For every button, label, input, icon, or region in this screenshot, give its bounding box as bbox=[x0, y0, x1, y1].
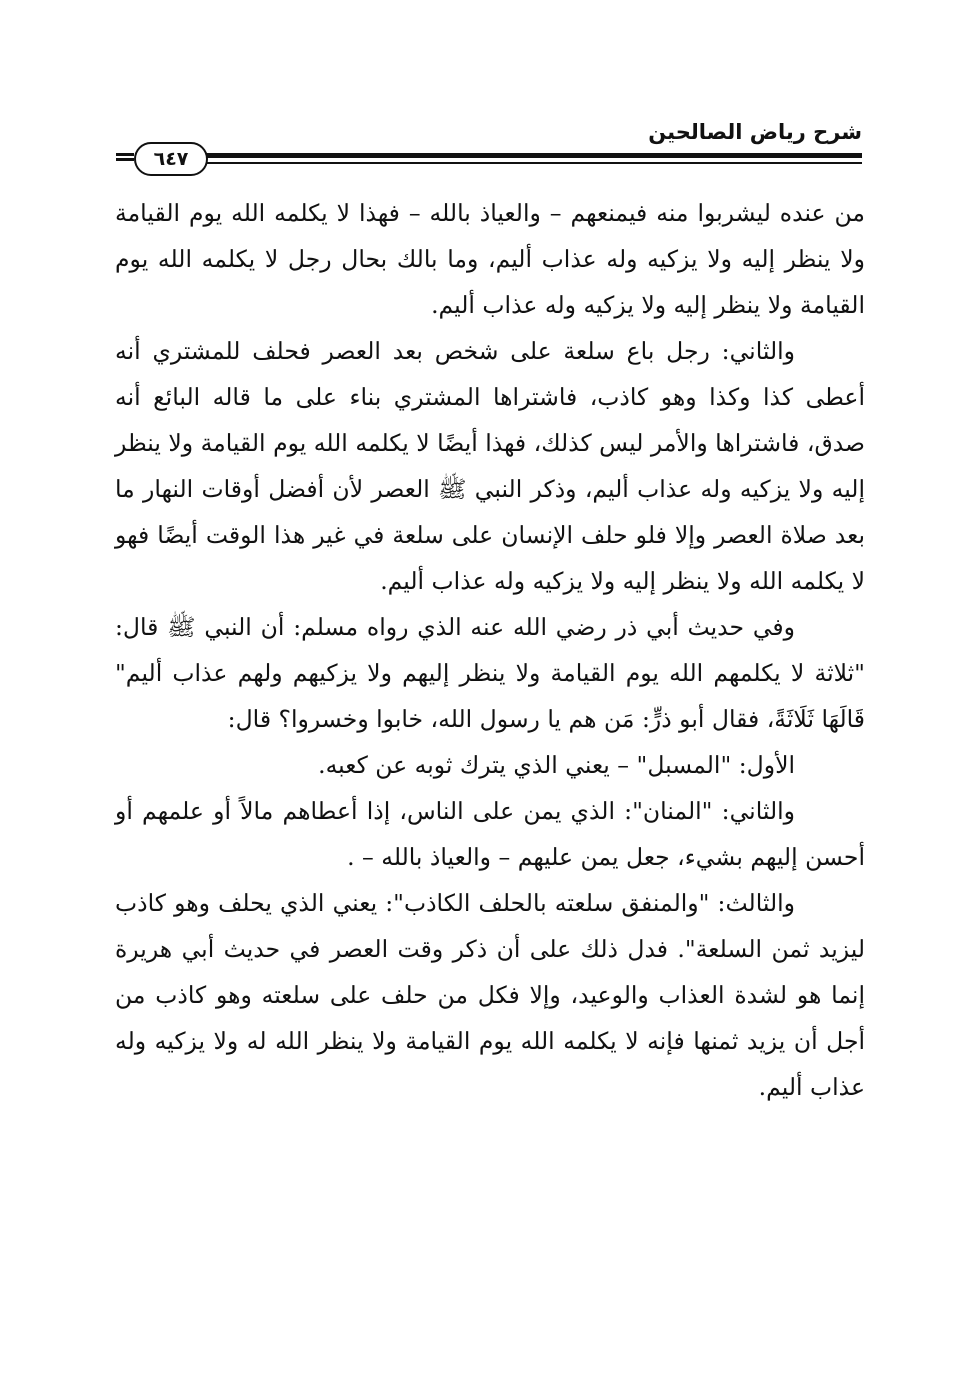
paragraph-4: الأول: "المسبل" – يعني الذي يترك ثوبه عن كعبه. bbox=[318, 751, 795, 779]
paragraph-1: من عنده ليشربوا منه فيمنعهم – والعياذ بالله – فهذا لا يكلمه الله يوم القيامة ولا ينظر إليه ولا يزكيه وله عذاب أليم، وما بالك بحال رجل لا يكلمه الله يوم القيامة ولا ينظر إليه ولا يزكيه وله عذاب أليم. bbox=[115, 199, 865, 319]
paragraph-6: والثالث: "والمنفق سلعته بالحلف الكاذب": يعني الذي يحلف وهو كاذب ليزيد ثمن السلعة". فدل ذلك على أن ذكر وقت العصر في حديث أبي هريرة إنما هو لشدة العذاب والوعيد، وإلا فكل من حلف على سلعته وهو كاذب من أجل أن يزيد ثمنها فإنه لا يكلمه الله يوم القيامة ولا ينظر الله له ولا يزكيه وله عذاب أليم. bbox=[115, 889, 865, 1101]
book-title: شرح رياض الصالحين bbox=[648, 120, 862, 144]
header-rule-thick bbox=[205, 153, 862, 158]
paragraph-5: والثاني: "المنان": الذي يمن على الناس، إذا أعطاهم مالاً أو علمهم أو أحسن إليهم بشيء، جعل يمن عليهم – والعياذ بالله – . bbox=[115, 797, 865, 871]
page-body bbox=[115, 190, 865, 1110]
page-number: ٦٤٧ bbox=[134, 142, 208, 176]
header-rule-thin bbox=[205, 162, 862, 164]
paragraph-3: وفي حديث أبي ذر رضي الله عنه الذي رواه مسلم: أن النبي ﷺ قال: "ثلاثة لا يكلمهم الله يوم القيامة ولا ينظر إليهم ولا يزكيهم ولهم عذاب أليم" قَالَهَا ثَلَاثَةً، فقال أبو ذرٍّ: مَن هم يا رسول الله، خابوا وخسروا؟ قال: bbox=[115, 613, 865, 733]
paragraph-2: والثاني: رجل باع سلعة على شخص بعد العصر فحلف للمشتري أنه أعطى كذا وكذا وهو كاذب، فاشتراها المشتري بناء على ما قاله البائع أنه صدق، فاشتراها والأمر ليس كذلك، فهذا أيضًا لا يكلمه الله يوم القيامة ولا ينظر إليه ولا يزكيه وله عذاب أليم، وذكر النبي ﷺ العصر لأن أفضل أوقات النهار ما بعد صلاة العصر وإلا فلو حلف الإنسان على سلعة في غير هذا الوقت أيضًا فهو لا يكلمه الله ولا ينظر إليه ولا يزكيه وله عذاب أليم. bbox=[115, 337, 865, 595]
page-header bbox=[110, 110, 862, 190]
page-number-ornament bbox=[116, 153, 134, 165]
